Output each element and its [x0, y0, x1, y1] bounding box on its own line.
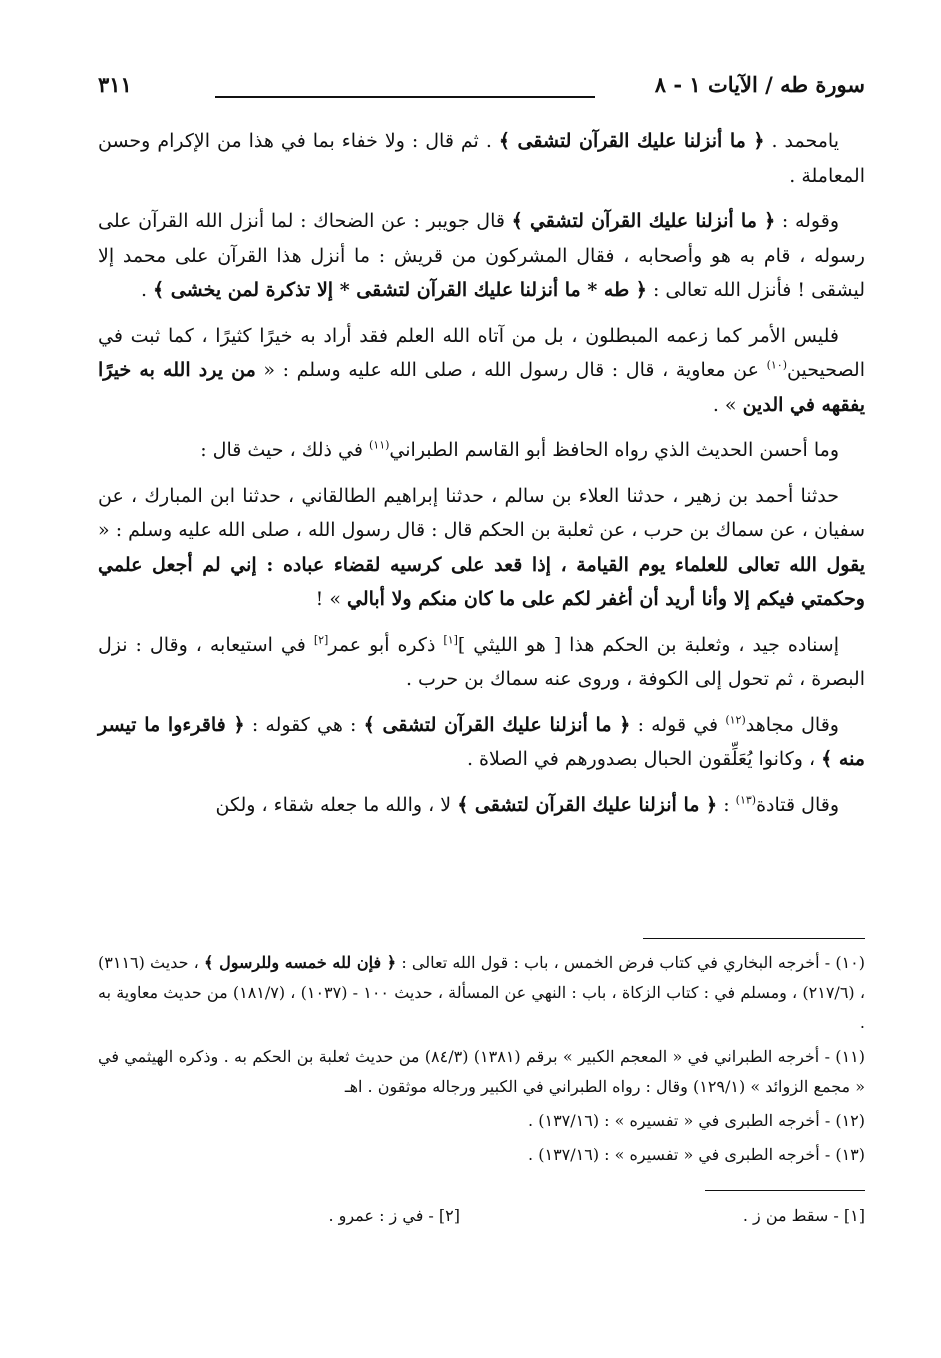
text-run: وقوله :	[775, 210, 840, 232]
paragraph	[98, 124, 865, 193]
text-run: لا ، والله ما جعله شقاء ، ولكن	[215, 793, 458, 816]
edition-note-1: [١] - سقط من ز .	[742, 1206, 865, 1225]
text-run: حدثنا أحمد بن زهير ، حدثنا العلاء بن سالم ، حدثنا إبراهيم الطالقاني ، حدثنا ابن المبارك ، عن سفيان ، عن سماك بن حرب ، عن ثعلبة بن الحكم قال : قال رسول الله ، صلى الله عليه وسلم : «	[98, 484, 865, 541]
main-text	[98, 124, 865, 833]
edition-notes-rule	[705, 1190, 865, 1191]
text-run: (١٠) - أخرجه البخاري في كتاب فرض الخمس ، باب : قول الله تعالى :	[396, 953, 866, 972]
quoted-text: ﴿ ما أنزلنا عليك القرآن لتشقي ﴾	[511, 210, 776, 232]
text-run: يامحمد .	[764, 130, 839, 152]
text-run: وقال قتادة	[756, 793, 839, 816]
edition-notes	[98, 1200, 865, 1234]
paragraph	[98, 433, 865, 468]
paragraph	[98, 479, 865, 617]
footnote-reference: (١١)	[369, 438, 390, 452]
paragraph	[98, 628, 865, 697]
text-run: :	[717, 793, 736, 816]
footnote-reference: (١٣)	[735, 793, 757, 807]
text-run: في استيعابه ، وقال : نزل البصرة ، ثم تحول إلى الكوفة ، وروى عنه سماك بن حرب .	[98, 633, 865, 690]
footnote-reference: (١٠)	[766, 358, 787, 372]
quoted-text: ﴿ ما أنزلنا عليك القرآن لتشقى ﴾	[457, 793, 718, 816]
text-run: إسناده جيد ، وثعلبة بن الحكم هذا [ هو الليثي ]	[457, 633, 840, 656]
edition-note-2: [٢] - في ز : عمرو .	[328, 1206, 460, 1225]
text-run: » .	[712, 393, 743, 416]
text-run: عن معاوية ، قال : قال رسول الله ، صلى الله عليه وسلم : «	[255, 359, 767, 381]
quoted-text: ﴿ ما أنزلنا عليك القرآن لتشقى ﴾	[363, 713, 631, 736]
header-rule	[215, 96, 595, 98]
footnote	[98, 1042, 865, 1102]
footnote	[98, 948, 865, 1038]
quoted-text: ﴿ فاقرءوا ما تيسر منه ﴾	[98, 713, 865, 770]
text-run: ، حديث (٣١١٦) ، (٢١٧/٦) ، ومسلم في : كتاب الزكاة ، باب : النهي عن المسألة ، حديث ١٠٠ - (١٠٣٧) ، (١٨١/٧) من حديث معاوية به .	[98, 953, 865, 1032]
text-run: فليس الأمر كما زعمه المبطلون ، بل من آتاه الله العلم فقد أراد به خيرًا كثيرًا ، كما ثبت في الصحيحين	[98, 324, 866, 381]
text-run: » !	[315, 588, 347, 610]
text-run: . ثم قال : ولا خفاء بما في هذا من الإكرام وحسن المعاملة .	[98, 130, 865, 187]
text-run: وقال مجاهد	[745, 713, 839, 736]
footnote-reference: (١٢)	[725, 713, 746, 727]
text-run: : هي كقوله :	[244, 713, 364, 736]
footnote-reference: [٢]	[313, 633, 329, 647]
footnote-rule	[643, 938, 865, 939]
footnotes	[98, 948, 865, 1174]
paragraph	[98, 708, 865, 777]
text-run: وما أحسن الحديث الذي رواه الحافظ أبو القاسم الطبراني	[389, 439, 839, 461]
paragraph	[98, 788, 865, 823]
quoted-text: ﴿ طه * ما أنزلنا عليك القرآن لتشقى * إلا تذكرة لمن يخشى ﴾	[153, 279, 647, 301]
page-header	[98, 72, 865, 106]
quoted-text: من يرد الله به خيرًا يفقهه في الدين	[98, 359, 865, 416]
text-run: ذكره أبو عمر	[328, 633, 444, 656]
text-run: قال جويبر : عن الضحاك : لما أنزل الله القرآن على رسوله ، قام به هو وأصحابه ، فقال المشركون من قريش : ما أنزل هذا القرآن على محمد إلا ليشقى ! فأنزل الله تعالى :	[98, 210, 865, 301]
quoted-text: ﴿ ما أنزلنا عليك القرآن لتشقى ﴾	[498, 130, 765, 152]
paragraph	[98, 204, 865, 308]
text-run: (١١) - أخرجه الطبراني في « المعجم الكبير » برقم (١٣٨١) (٨٤/٣) من حديث ثعلبة بن الحكم به . وذكره الهيثمي في « مجمع الزوائد » (١٢٩/١) وقال : رواه الطبراني في الكبير ورجاله موثقون . اهـ	[98, 1047, 865, 1096]
quoted-text: يقول الله تعالى للعلماء يوم القيامة ، إذا قعد على كرسيه لقضاء عباده : إني لم أجعل علمي وحكمتي فيكم إلا وأنا أريد أن أغفر لكم على ما كان منكم ولا أبالي	[98, 553, 865, 610]
text-run: (١٣) - أخرجه الطبرى في « تفسيره » : (١٣٧/١٦) .	[528, 1145, 865, 1164]
footnote-reference: [١]	[443, 633, 458, 647]
running-title: سورة طه / الآيات ١ - ٨	[654, 72, 865, 97]
quoted-text: ﴿ فإن لله خمسه وللرسول ﴾	[204, 953, 397, 972]
text-run: في قوله :	[630, 713, 726, 736]
text-run: (١٢) - أخرجه الطبرى في « تفسيره » : (١٣٧/١٦) .	[528, 1111, 865, 1130]
footnote	[98, 1140, 865, 1170]
footnote	[98, 1106, 865, 1136]
text-run: .	[140, 279, 154, 301]
text-run: في ذلك ، حيث قال :	[200, 439, 369, 461]
paragraph	[98, 319, 865, 423]
text-run: ، وكانوا يُعَلِّقون الحبال بصدورهم في الصلاة .	[466, 748, 822, 770]
page-number: ٣١١	[98, 72, 132, 97]
